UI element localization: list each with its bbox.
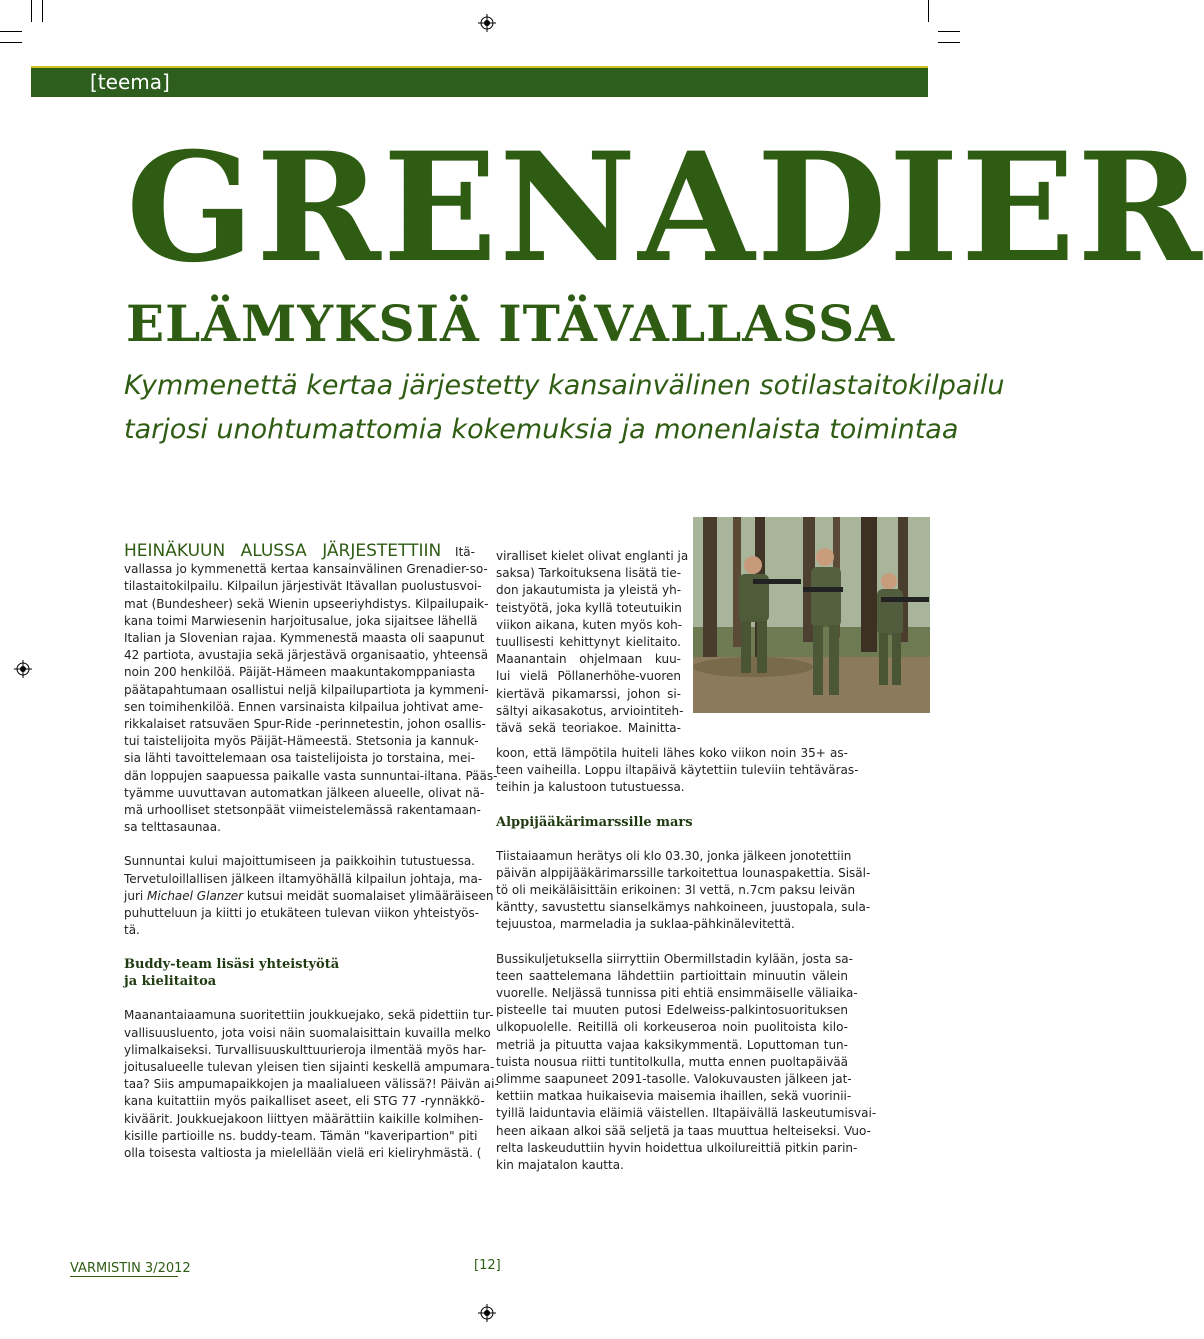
crop-mark	[928, 0, 929, 22]
text-line: olla toisesta valtiosta ja mielellään vielä eri kieliryhmästä. (	[124, 1146, 482, 1161]
text-line: Tiistaiaamun herätys oli klo 03.30, jonka jälkeen jonotettiin	[496, 848, 852, 863]
text-line: kettiin matkaa huikaisevia maisemia ihaillen, sekä vuorinii-	[496, 1089, 852, 1104]
text-line: kiväärit. Joukkuejakoon liittyen määrättiin kaikille kolmihen-	[124, 1111, 484, 1126]
article-subtitle: ELÄMYKSIÄ ITÄVALLASSA	[126, 294, 895, 353]
right-column	[496, 745, 877, 1191]
text-line: tä.	[124, 923, 140, 938]
magazine-issue: VARMISTIN 3/2012	[70, 1261, 191, 1276]
text-line: vallassa jo kymmenettä kertaa kansainvälinen Grenadier-so-	[124, 562, 488, 577]
text-line: tilastaitokilpailu. Kilpailun järjestivät Itävallan puolustusvoi-	[124, 579, 482, 594]
text-line: puhutteluun ja kiitti jo etukäteen tulevan viikon yhteistyös-	[124, 906, 480, 921]
text-line: kana kuitattiin myös paikalliset aseet, eli STG 77 -rynnäkkö-	[124, 1094, 485, 1109]
text-line: kin majatalon kautta.	[496, 1158, 624, 1173]
text-line: heen aikaan alkoi sää seljetä ja taas muuttua helteiseksi. Vuo-	[496, 1123, 871, 1138]
paragraph	[496, 951, 877, 1175]
paragraph	[124, 853, 494, 939]
crop-mark	[938, 31, 960, 32]
lead-line-2: tarjosi unohtumattomia kokemuksia ja monenlaista toimintaa	[124, 414, 959, 445]
text-line: dän loppujen saapuessa paikalle vasta sunnuntai-iltana. Pääs-	[124, 768, 498, 783]
text-line: relta laskeuduttiin hyvin hoidettua ulkoilureittiä pitkin parin-	[496, 1140, 858, 1155]
text-line: pisteelle tai muuten putosi Edelweiss-palkintosuorituksen	[496, 1003, 848, 1018]
crop-mark	[31, 0, 32, 22]
text-line: juri Michael Glanzer kutsui meidät suomalaiset ylimääräiseen	[124, 888, 494, 903]
text-line: viikon aikana, kuten myös koh-	[496, 617, 683, 632]
text-line: rikkalaiset ratsuväen Spur-Ride -perinnetestin, johon osallis-	[124, 717, 486, 732]
text-line: Bussikuljetuksella siirryttiin Obermillstadin kylään, josta sa-	[496, 951, 853, 966]
text-line: Sunnuntai kului majoittumiseen ja paikkoihin tutustuessa.	[124, 854, 475, 869]
section-label: [teema]	[90, 70, 170, 94]
right-column-narrow	[496, 548, 689, 737]
section-heading: Buddy-team lisäsi yhteistyötä ja kielitaitoa	[124, 957, 340, 990]
footer-underline	[70, 1276, 178, 1277]
text-line: tui taistelijoita myös Päijät-Hämeestä. Stetsonia ja kannuk-	[124, 734, 479, 749]
text-line: Maanantaiaamuna suoritettiin joukkuejako, sekä pidettiin tur-	[124, 1008, 494, 1023]
text-line: HEINÄKUUN ALUSSA JÄRJESTETTIIN Itä-	[124, 541, 475, 561]
page-number: [12]	[474, 1258, 501, 1273]
text-line: koon, että lämpötila huiteli lähes koko viikon noin 35+ as-	[496, 746, 848, 760]
paragraph	[496, 848, 871, 934]
text-line: kana toimi Marwiesenin harjoitusalue, joka sijaitsee lähellä	[124, 613, 478, 628]
article-title: GRENADIER	[126, 120, 1204, 296]
text-line: teen vaiheilla. Loppu iltapäivä käytettiin tuleviin tehtäväras-	[496, 763, 859, 778]
text-line: metriä ja pituutta vajaa kaksikymmentä. Loputtoman tun-	[496, 1037, 848, 1052]
paragraph	[124, 1007, 499, 1162]
registration-mark-icon	[478, 1304, 496, 1322]
text-line: ulkopuolelle. Reitillä oli korkeuseroa noin puolitoista kilo-	[496, 1020, 848, 1035]
text-line: tö oli meikäläisittäin erikoinen: 3l vettä, n.7cm paksu leivän	[496, 883, 856, 898]
text-line: sen toimihenkilöä. Ennen varsinaista kilpailua johtivat ame-	[124, 699, 484, 714]
registration-mark-icon	[14, 660, 32, 678]
text-line: Italian ja Slovenian rajaa. Kymmenestä maasta oli saapunut	[124, 631, 485, 646]
text-line: Tervetuloillallisen jälkeen iltamyöhällä kilpailun johtaja, ma-	[124, 871, 483, 886]
text-line: tyillä laiduntavia eläimiä väistellen. Iltapäivällä laskeutumisvai-	[496, 1106, 877, 1121]
text-line: noin 200 henkilöä. Päijät-Hämeen maakuntakomppaniasta	[124, 665, 476, 680]
text-line: sältyi aikasakotus, arviointiteh-	[496, 703, 684, 718]
text-line: viralliset kielet olivat englanti ja	[496, 549, 689, 563]
text-line: ylimalkaiseksi. Turvallisuuskulttuurieroja ilmentää myös har-	[124, 1042, 487, 1057]
text-line: don jakautumista ja yleistä yh-	[496, 583, 682, 598]
crop-mark	[0, 42, 22, 43]
text-line: käntty, savustettu sianselkämys nahkoineen, juustopala, sula-	[496, 900, 871, 915]
lead-line-1: Kymmenettä kertaa järjestetty kansainvälinen sotilastaitokilpailu	[124, 370, 1005, 401]
text-line: kiertävä pikamarssi, johon si-	[496, 686, 681, 701]
paragraph	[124, 541, 498, 836]
text-line: sa telttasaunaa.	[124, 820, 221, 835]
lead-in-caps: HEINÄKUUN ALUSSA JÄRJESTETTIIN	[124, 541, 442, 561]
text-line: Maanantain ohjelmaan kuu-	[496, 652, 681, 667]
text-line: olimme saapuneet 2091-tasolle. Valokuvausten jälkeen jat-	[496, 1072, 852, 1087]
text-line: päivän alppijääkärimarssille tarkoitettua lounaspakettia. Sisäl-	[496, 865, 871, 880]
text-line: tuullisesti kehittynyt kielitaito.	[496, 635, 681, 650]
text-line: vallisuusluento, jota voisi näin suomalaisittain kuvailla melko	[124, 1025, 491, 1040]
text-line: tyämme uuvuttavan automatkan jälkeen alueelle, olivat nä-	[124, 785, 485, 800]
text-line: mä urhoolliset stetsonpäät viimeistelemässä rakentamaan-	[124, 803, 481, 818]
person-name: Michael Glanzer	[147, 888, 244, 903]
text-line: tävä sekä teoriakoe. Mainitta-	[496, 721, 681, 736]
text-line: kisille partioille ns. buddy-team. Tämän "kaveripartion" piti	[124, 1128, 478, 1143]
text-line: tuista nousua riitti tuntitolkulla, mutta ennen puoltapäivää	[496, 1054, 849, 1069]
crop-mark	[42, 0, 43, 22]
text-line: 42 partiota, avustajia sekä järjestävä organisaatio, yhteensä	[124, 648, 489, 663]
text-line: teen saattelemana lähdettiin partioittain minuutin välein	[496, 968, 848, 983]
crop-mark	[0, 31, 22, 32]
text-line: taa? Siis ampumapaikkojen ja maalialueen välissä?! Päivän ai-	[124, 1077, 499, 1092]
paragraph	[496, 745, 859, 797]
left-column	[124, 541, 499, 1179]
registration-mark-icon	[478, 14, 496, 32]
text-line: teistyötä, joka kyllä toteutuikin	[496, 600, 682, 615]
text-line: vuorelle. Neljässä tunnissa piti ehtiä ensimmäiselle väliaika-	[496, 986, 858, 1001]
section-heading: Alppijääkärimarssille mars	[496, 814, 693, 830]
text-line: sia lähti tavoittelemaan osa taistelijoista jo torstaina, mei-	[124, 751, 475, 766]
text-line: päätapahtumaan osallistui neljä kilpailupartiota ja kymmeni-	[124, 682, 489, 697]
text-line: joitusalueelle tulevan yleisen tien sijainti keskellä ampumara-	[124, 1060, 495, 1075]
text-line: teihin ja kalustoon tutustuessa.	[496, 780, 685, 795]
forest-soldiers-image	[693, 517, 930, 713]
soldiers-photo	[693, 517, 930, 713]
text-line: tejuustoa, marmeladia ja suklaa-pähkinälevitettä.	[496, 917, 795, 932]
text-line: saksa) Tarkoituksena lisätä tie-	[496, 566, 682, 581]
text-line: mat (Bundesheer) sekä Wienin upseeriyhdistys. Kilpailupaik-	[124, 596, 489, 611]
crop-mark	[938, 42, 960, 43]
text-line: lui vielä Pöllanerhöhe-vuoren	[496, 669, 681, 684]
